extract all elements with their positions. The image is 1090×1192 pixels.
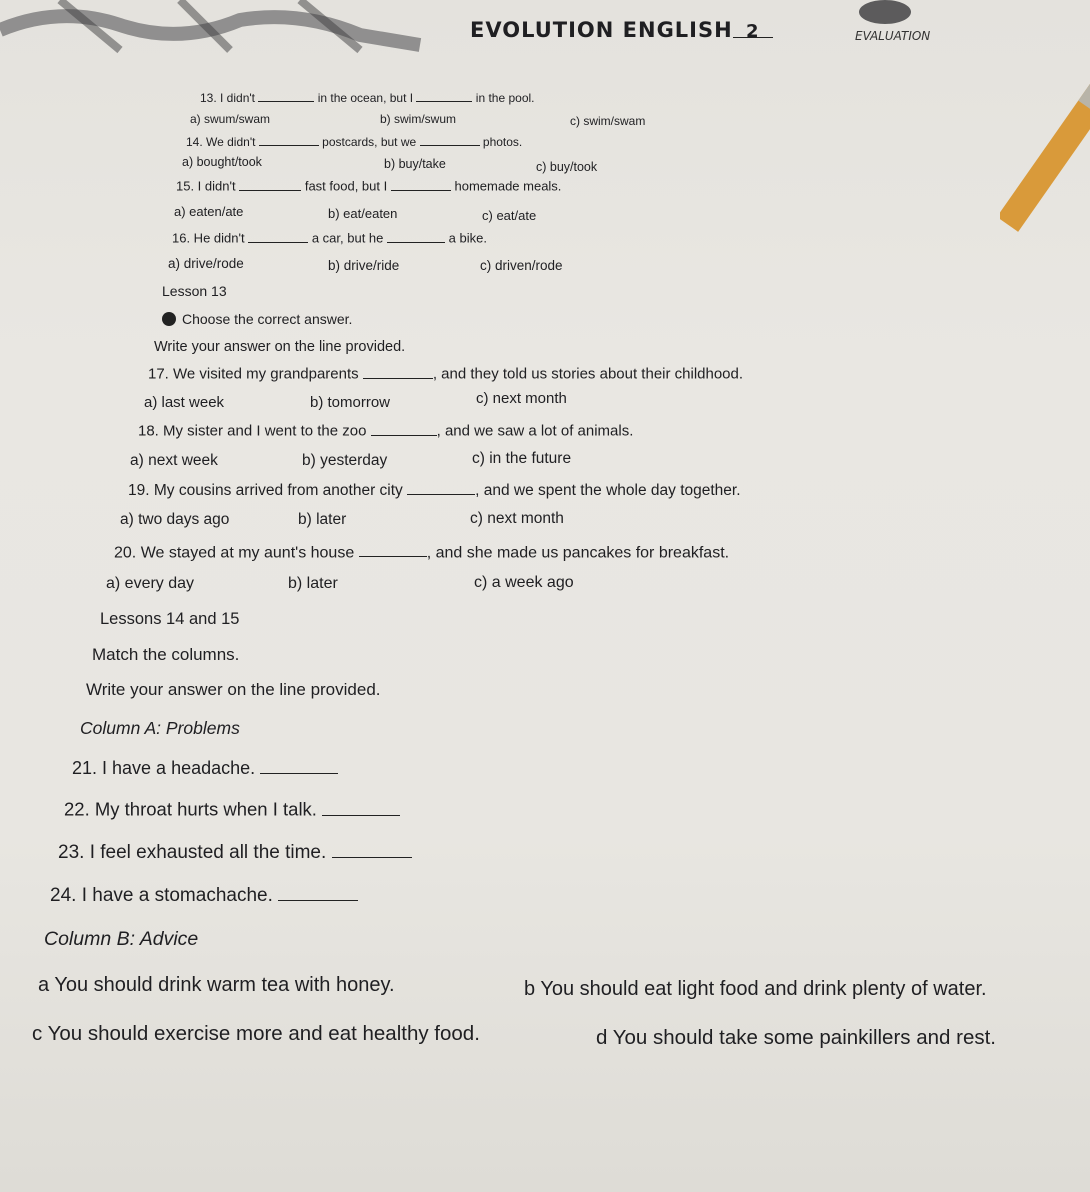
- option-c: c) next month: [476, 390, 567, 407]
- section-heading: Lessons 14 and 15: [100, 610, 240, 628]
- instruction: Write your answer on the line provided.: [154, 339, 406, 355]
- instruction: Write your answer on the line provided.: [86, 680, 381, 699]
- option-a: a) next week: [130, 452, 218, 469]
- instruction: Match the columns.: [92, 645, 240, 664]
- svg-text:EVALUATION: EVALUATION: [855, 29, 931, 43]
- answer-blank[interactable]: [260, 757, 338, 774]
- bullet-icon: [162, 312, 176, 326]
- answer-blank[interactable]: [278, 883, 358, 901]
- pencil-image: [1000, 80, 1090, 240]
- option-a: a) drive/rode: [168, 256, 244, 271]
- question-16: 16. He didn't a car, but he a bike.: [172, 230, 487, 246]
- option-c: c) driven/rode: [480, 258, 563, 273]
- option-a: a) bought/took: [182, 155, 262, 169]
- option-b: b) yesterday: [302, 452, 388, 469]
- answer-blank[interactable]: [371, 421, 437, 436]
- answer-blank[interactable]: [258, 90, 314, 102]
- evaluation-logo: [850, 0, 950, 50]
- question-14: 14. We didn't postcards, but we photos.: [186, 134, 523, 149]
- answer-blank[interactable]: [359, 542, 427, 557]
- option-a: a) two days ago: [120, 511, 230, 528]
- advice-item: a You should drink warm tea with honey.: [38, 974, 395, 996]
- answer-blank[interactable]: [420, 134, 480, 146]
- advice-item: c You should exercise more and eat healthy food.: [32, 1022, 480, 1045]
- question-13: 13. I didn't in the ocean, but I in the pool.: [200, 90, 535, 105]
- answer-blank[interactable]: [363, 364, 433, 379]
- option-b: b) buy/take: [384, 157, 446, 171]
- column-b-heading: Column B: Advice: [44, 928, 199, 950]
- option-c: c) buy/took: [536, 160, 598, 174]
- problem-item: 24. I have a stomachache.: [50, 883, 358, 907]
- answer-blank[interactable]: [387, 230, 445, 243]
- worksheet-number: 2: [733, 21, 773, 38]
- question-15: 15. I didn't fast food, but I homemade meals.: [176, 178, 562, 194]
- option-c: c) a week ago: [474, 574, 574, 591]
- option-c: c) swim/swam: [570, 114, 646, 128]
- answer-blank[interactable]: [391, 178, 451, 191]
- answer-blank[interactable]: [248, 230, 308, 243]
- problem-item: 22. My throat hurts when I talk.: [64, 798, 400, 821]
- option-b: b) later: [298, 511, 347, 528]
- question-20: 20. We stayed at my aunt's house , and she made us pancakes for breakfast.: [114, 542, 729, 562]
- section-heading: Lesson 13: [162, 283, 227, 299]
- instruction: Choose the correct answer.: [162, 311, 352, 327]
- worksheet-title: EVOLUTION ENGLISH 2: [470, 18, 773, 42]
- option-b: b) eat/eaten: [328, 206, 398, 221]
- answer-blank[interactable]: [239, 178, 301, 191]
- answer-blank[interactable]: [322, 798, 400, 816]
- answer-blank[interactable]: [407, 480, 475, 495]
- option-a: a) last week: [144, 394, 225, 411]
- question-19: 19. My cousins arrived from another city , and we spent the whole day together.: [128, 481, 741, 499]
- option-b: b) later: [288, 575, 338, 592]
- option-c: c) eat/ate: [482, 208, 537, 223]
- problem-item: 23. I feel exhausted all the time.: [58, 840, 412, 864]
- question-17: 17. We visited my grandparents , and they told us stories about their childhood.: [148, 365, 744, 383]
- header-graphic: [0, 0, 440, 60]
- option-a: a) eaten/ate: [174, 204, 244, 219]
- option-a: a) swum/swam: [190, 112, 271, 126]
- question-18: 18. My sister and I went to the zoo , and we saw a lot of animals.: [138, 422, 634, 440]
- option-b: b) drive/ride: [328, 258, 400, 273]
- option-b: b) tomorrow: [310, 394, 391, 411]
- option-c: c) next month: [470, 510, 564, 527]
- advice-item: d You should take some painkillers and rest.: [596, 1026, 997, 1049]
- answer-blank[interactable]: [416, 90, 472, 102]
- option-c: c) in the future: [472, 450, 572, 467]
- problem-item: 21. I have a headache.: [72, 757, 338, 779]
- answer-blank[interactable]: [332, 840, 412, 858]
- option-a: a) every day: [106, 575, 195, 592]
- advice-item: b You should eat light food and drink plenty of water.: [524, 978, 987, 1000]
- option-b: b) swim/swum: [380, 112, 457, 126]
- answer-blank[interactable]: [259, 134, 319, 146]
- column-a-heading: Column A: Problems: [80, 718, 240, 738]
